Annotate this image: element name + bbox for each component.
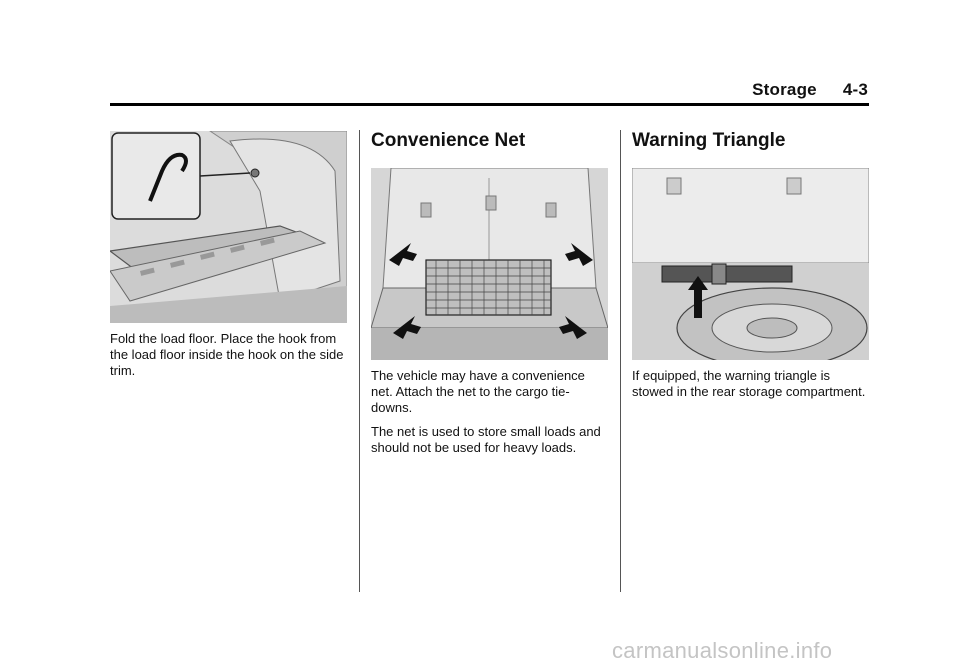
warning-triangle-storage-illustration (632, 168, 869, 360)
running-head (752, 80, 868, 100)
watermark: carmanualsonline.info (612, 638, 833, 663)
warning-triangle-heading: Warning Triangle (632, 130, 786, 151)
page-number: 4-3 (842, 80, 868, 99)
convenience-net-heading: Convenience Net (371, 130, 526, 151)
header-rule (110, 103, 869, 106)
section-title: Storage (752, 80, 817, 99)
column-divider-2 (620, 130, 621, 592)
hook-instruction-text: Fold the load floor. Place the hook from the load floor inside the hook on the side trim. (110, 331, 344, 378)
warning-triangle-text: If equipped, the warning triangle is stowed in the rear storage compartment. (632, 368, 866, 399)
cargo-net-illustration (371, 168, 608, 360)
hook-illustration (110, 131, 347, 323)
convenience-net-text-1: The vehicle may have a convenience net. Attach the net to the cargo tie-downs. (371, 368, 585, 415)
convenience-net-text-2: The net is used to store small loads and should not be used for heavy loads. (371, 424, 601, 455)
column-divider-1 (359, 130, 360, 592)
